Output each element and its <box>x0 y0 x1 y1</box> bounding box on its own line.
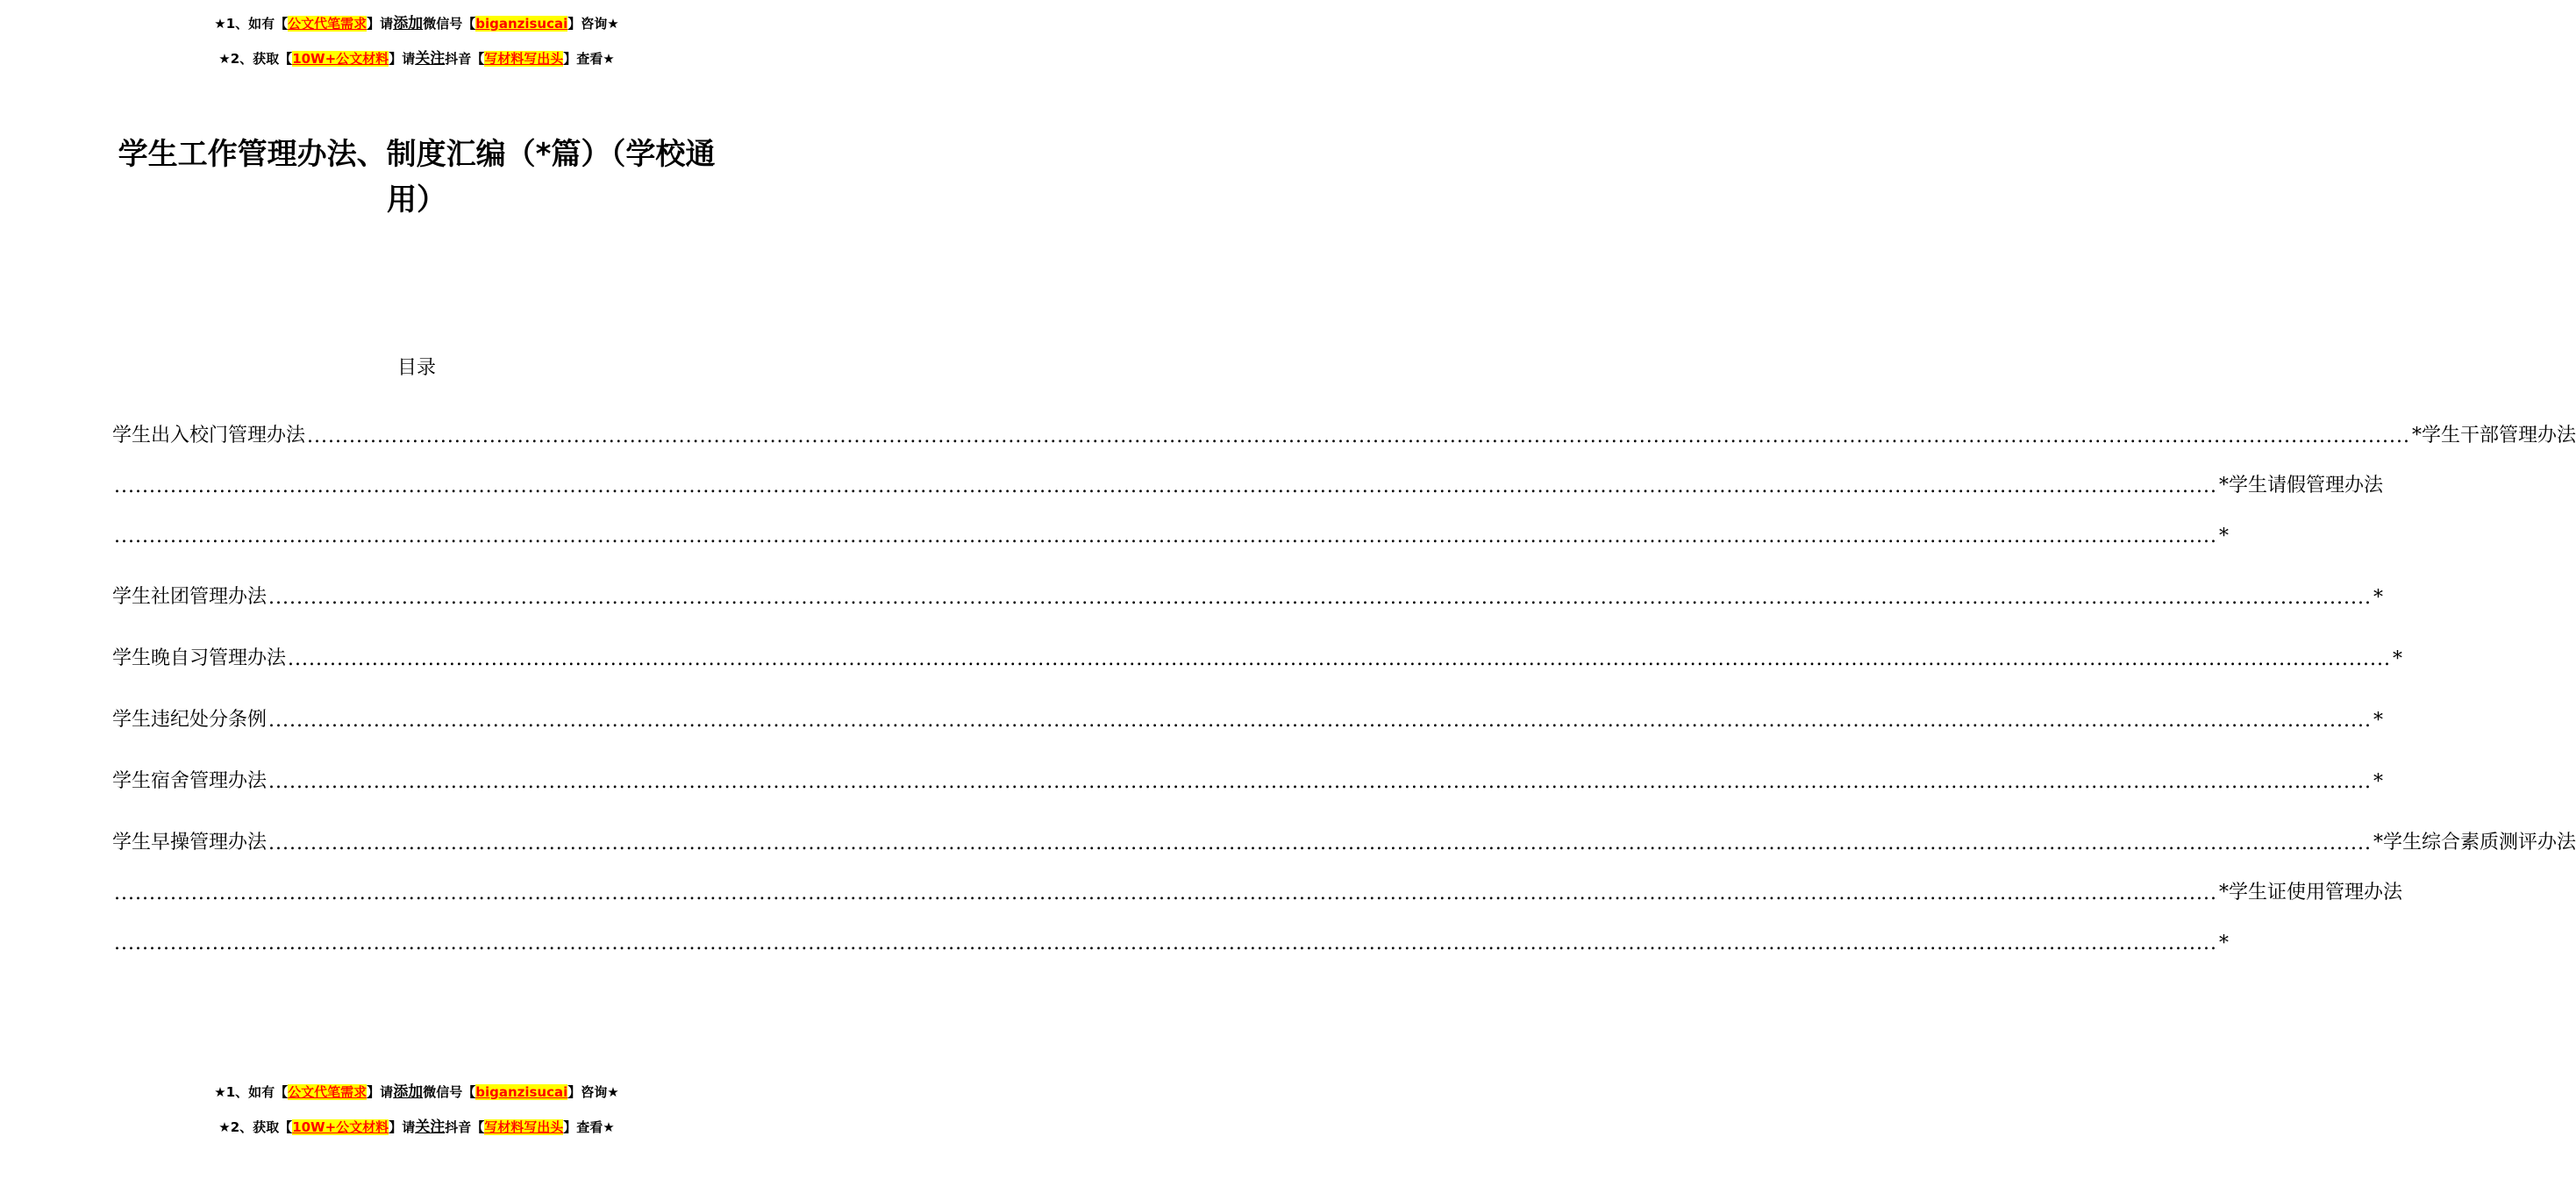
toc-entry[interactable] <box>112 512 2229 547</box>
toc-leader-dots: ............................................................................................................................................................................................................................................................................................................ <box>114 882 2217 904</box>
promo-text: 微信号【 <box>423 16 476 32</box>
promo-emphasis: 关注 <box>415 1118 446 1136</box>
toc-leader-dots: ............................................................................................................................................................................................................................................................................................................ <box>268 710 2372 732</box>
promo-emphasis: 关注 <box>415 50 446 68</box>
promo-highlight: 公文代笔需求 <box>288 1084 367 1100</box>
promo-text: 微信号【 <box>423 1084 476 1100</box>
toc-leader-dots: ............................................................................................................................................................................................................................................................................................................ <box>114 475 2217 497</box>
toc-entry-ref: * <box>2392 648 2402 670</box>
promo-highlight: 10W+公文材料 <box>292 1119 389 1135</box>
toc-entry-title: 学生早操管理办法 <box>112 832 268 854</box>
toc-entry-ref: * <box>2218 932 2229 954</box>
toc-entry-title: 学生社团管理办法 <box>112 586 268 608</box>
toc-entry[interactable] <box>112 869 2402 904</box>
toc-entry[interactable] <box>112 819 2576 854</box>
promo-text: 】请 <box>389 1119 416 1135</box>
toc-entry[interactable] <box>112 574 2383 609</box>
promo-wechat-id: biganzisucai <box>475 1084 568 1100</box>
toc-leader-dots: ............................................................................................................................................................................................................................................................................................................ <box>268 587 2372 609</box>
promo-text: 】请 <box>389 51 416 67</box>
promo-highlight: 公文代笔需求 <box>288 16 367 32</box>
promo-wechat-id: biganzisucai <box>475 16 568 32</box>
header-promo-line-2 <box>0 49 833 68</box>
toc-leader-dots: ............................................................................................................................................................................................................................................................................................................ <box>114 932 2217 954</box>
promo-text: ★2、获取【 <box>218 51 293 67</box>
promo-text: ★2、获取【 <box>218 1119 293 1135</box>
promo-text: ★1、如有【 <box>214 1084 289 1100</box>
toc-leader-dots: ............................................................................................................................................................................................................................................................................................................ <box>268 771 2372 793</box>
document-title: 学生工作管理办法、制度汇编（*篇）（学校通用） <box>118 137 716 218</box>
promo-text: 】查看★ <box>563 51 615 67</box>
toc-leader-dots: ............................................................................................................................................................................................................................................................................................................ <box>114 525 2217 547</box>
toc-entry[interactable] <box>112 758 2383 793</box>
toc-entry-ref: * <box>2373 771 2383 793</box>
toc-entry-title: 学生宿舍管理办法 <box>112 770 268 792</box>
toc-entry-ref: * <box>2373 587 2383 609</box>
toc-entry-title: 学生晚自习管理办法 <box>112 647 287 669</box>
promo-text: 】咨询★ <box>567 1084 619 1100</box>
promo-douyin-id: 写材料写出头 <box>484 1119 564 1135</box>
toc-leader-dots: ............................................................................................................................................................................................................................................................................................................ <box>268 832 2372 854</box>
toc-entry-title: 学生出入校门管理办法 <box>112 425 306 447</box>
promo-text: 抖音【 <box>445 1119 485 1135</box>
promo-highlight: 10W+公文材料 <box>292 51 389 67</box>
toc-entry[interactable] <box>112 412 2576 447</box>
footer-promo-line-2 <box>0 1118 833 1137</box>
toc-entry-ref: *学生请假管理办法 <box>2218 475 2383 497</box>
promo-text: 】请 <box>367 16 394 32</box>
header-promo-line-1 <box>0 14 833 33</box>
toc-entry-ref: * <box>2373 710 2383 732</box>
toc-heading: 目录 <box>396 357 436 379</box>
promo-text: 】查看★ <box>563 1119 615 1135</box>
toc-entry[interactable] <box>112 462 2383 497</box>
toc-entry-ref: *学生综合素质测评办法 <box>2373 832 2576 854</box>
toc-entry-title: 学生违纪处分条例 <box>112 709 268 731</box>
toc-entry-ref: * <box>2218 525 2229 547</box>
promo-text: 】请 <box>367 1084 394 1100</box>
toc-entry-ref: *学生干部管理办法 <box>2411 425 2576 447</box>
promo-emphasis: 添加 <box>393 15 424 32</box>
promo-douyin-id: 写材料写出头 <box>484 51 564 67</box>
promo-emphasis: 添加 <box>393 1083 424 1101</box>
promo-text: ★1、如有【 <box>214 16 289 32</box>
footer-promo-line-1 <box>0 1083 833 1102</box>
toc-entry[interactable] <box>112 635 2402 670</box>
toc-leader-dots: ............................................................................................................................................................................................................................................................................................................ <box>307 425 2410 447</box>
toc-entry[interactable] <box>112 697 2383 732</box>
promo-text: 】咨询★ <box>567 16 619 32</box>
toc-entry[interactable] <box>112 919 2229 954</box>
toc-entry-ref: *学生证使用管理办法 <box>2218 882 2402 904</box>
toc-leader-dots: ............................................................................................................................................................................................................................................................................................................ <box>288 648 2391 670</box>
promo-text: 抖音【 <box>445 51 485 67</box>
